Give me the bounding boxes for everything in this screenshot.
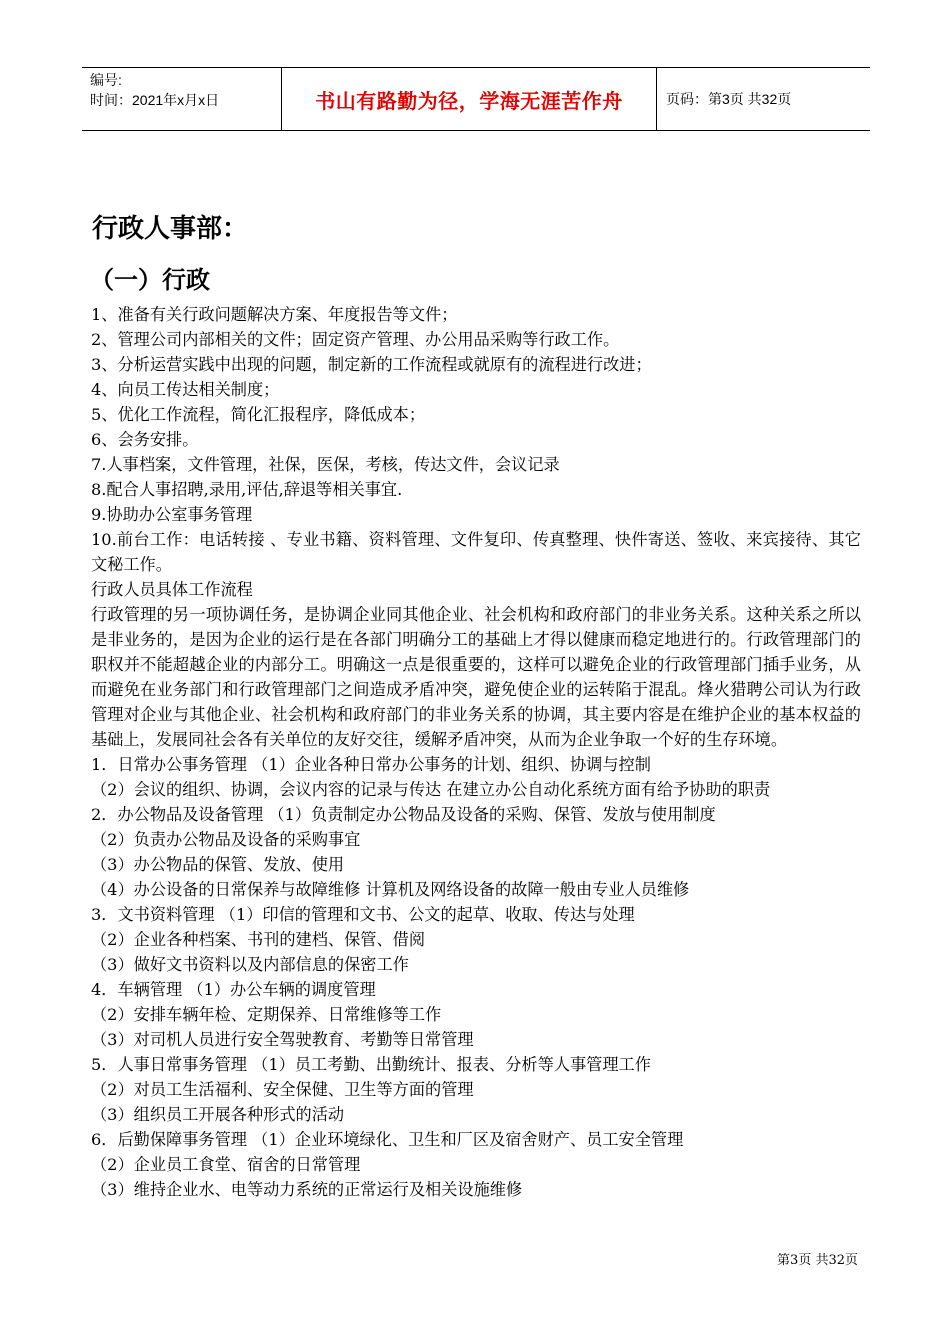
text-line: （2）企业员工食堂、宿舍的日常管理 — [91, 1155, 361, 1174]
text-line: 4．车辆管理 （1）办公车辆的调度管理 — [91, 980, 376, 999]
text-line: （3）做好文书资料以及内部信息的保密工作 — [91, 955, 409, 974]
text-line: （3）对司机人员进行安全驾驶教育、考勤等日常管理 — [91, 1030, 474, 1049]
text-line: 行政人员具体工作流程 — [91, 580, 253, 599]
section-heading: （一）行政 — [90, 266, 210, 294]
header-motto: 书山有路勤为径，学海无涯苦作舟 — [282, 68, 657, 130]
paragraph: 行政管理的另一项协调任务，是协调企业同其他企业、社会机构和政府部门的非业务关系。这种关系之所以是非业务的，是因为企业的运行是在各部门明确分工的基础上才得以健康而稳定地进行的。行政管理部门的职权并不能超越企业的内部分工。明确这一点是很重要的，这样可以避免企业的行政管理部门插手业务，从而避免在业务部门和行政管理部门之间造成矛盾冲突，避免使企业的运转陷于混乱。烽火猎聘公司认为行政管理对企业与其他企业、社会机构和政府部门的非业务关系的协调，其主要内容是在维护企业的基本权益的基础上，发展同社会各有关单位的友好交往，缓解矛盾冲突，从而为企业争取一个好的生存环境。 — [91, 605, 861, 749]
text-line: 2．办公物品及设备管理 （1）负责制定办公物品及设备的采购、保管、发放与使用制度 — [91, 805, 716, 824]
text-line: 4、向员工传达相关制度； — [91, 380, 280, 399]
text-line: （2）安排车辆年检、定期保养、日常维修等工作 — [91, 1005, 442, 1024]
page-footer: 第3页 共32页 — [777, 1253, 858, 1268]
text-line: 6．后勤保障事务管理 （1）企业环境绿化、卫生和厂区及宿舍财产、员工安全管理 — [91, 1130, 684, 1149]
page-header — [82, 67, 870, 131]
document-body — [91, 302, 861, 1202]
text-line: （2）负责办公物品及设备的采购事宜 — [91, 830, 361, 849]
text-line: 7.人事档案，文件管理，社保，医保，考核，传达文件，会议记录 — [91, 455, 560, 474]
text-line: 8.配合人事招聘,录用,评估,辞退等相关事宜. — [91, 480, 403, 499]
text-line: 6、会务安排。 — [91, 430, 199, 449]
text-line: 10.前台工作：电话转接 、专业书籍、资料管理、文件复印、传真整理、快件寄送、签收、来宾接待、其它文秘工作。 — [91, 530, 861, 574]
text-line: （2）对员工生活福利、安全保健、卫生等方面的管理 — [91, 1080, 474, 1099]
text-line: 2、管理公司内部相关的文件；固定资产管理、办公用品采购等行政工作。 — [91, 330, 620, 349]
text-line: （2）会议的组织、协调，会议内容的记录与传达 在建立办公自动化系统方面有给予协助的职责 — [91, 780, 771, 799]
text-line: 9.协助办公室事务管理 — [91, 505, 253, 524]
text-line: 3、分析运营实践中出现的问题，制定新的工作流程或就原有的流程进行改进； — [91, 355, 652, 374]
text-line: 5、优化工作流程，简化汇报程序，降低成本； — [91, 405, 426, 424]
header-page-info: 页码：第3页 共32页 — [666, 91, 792, 107]
text-line: 3．文书资料管理 （1）印信的管理和文书、公文的起草、收取、传达与处理 — [91, 905, 635, 924]
text-line: （4）办公设备的日常保养与故障维修 计算机及网络设备的故障一般由专业人员维修 — [91, 880, 690, 899]
header-meta — [82, 68, 282, 130]
number-label: 编号: — [90, 72, 122, 88]
text-line: （3）组织员工开展各种形式的活动 — [91, 1105, 345, 1124]
text-line: （3）办公物品的保管、发放、使用 — [91, 855, 345, 874]
text-line: （2）企业各种档案、书刊的建档、保管、借阅 — [91, 930, 426, 949]
time-label: 时间：2021年x月x日 — [90, 92, 220, 108]
text-line: 1．日常办公事务管理 （1）企业各种日常办公事务的计划、组织、协调与控制 — [91, 755, 651, 774]
page-title: 行政人事部： — [92, 214, 249, 244]
text-line: 1、准备有关行政问题解决方案、年度报告等文件； — [91, 305, 458, 324]
text-line: （3）维持企业水、电等动力系统的正常运行及相关设施维修 — [91, 1180, 523, 1199]
text-line: 5．人事日常事务管理 （1）员工考勤、出勤统计、报表、分析等人事管理工作 — [91, 1055, 651, 1074]
